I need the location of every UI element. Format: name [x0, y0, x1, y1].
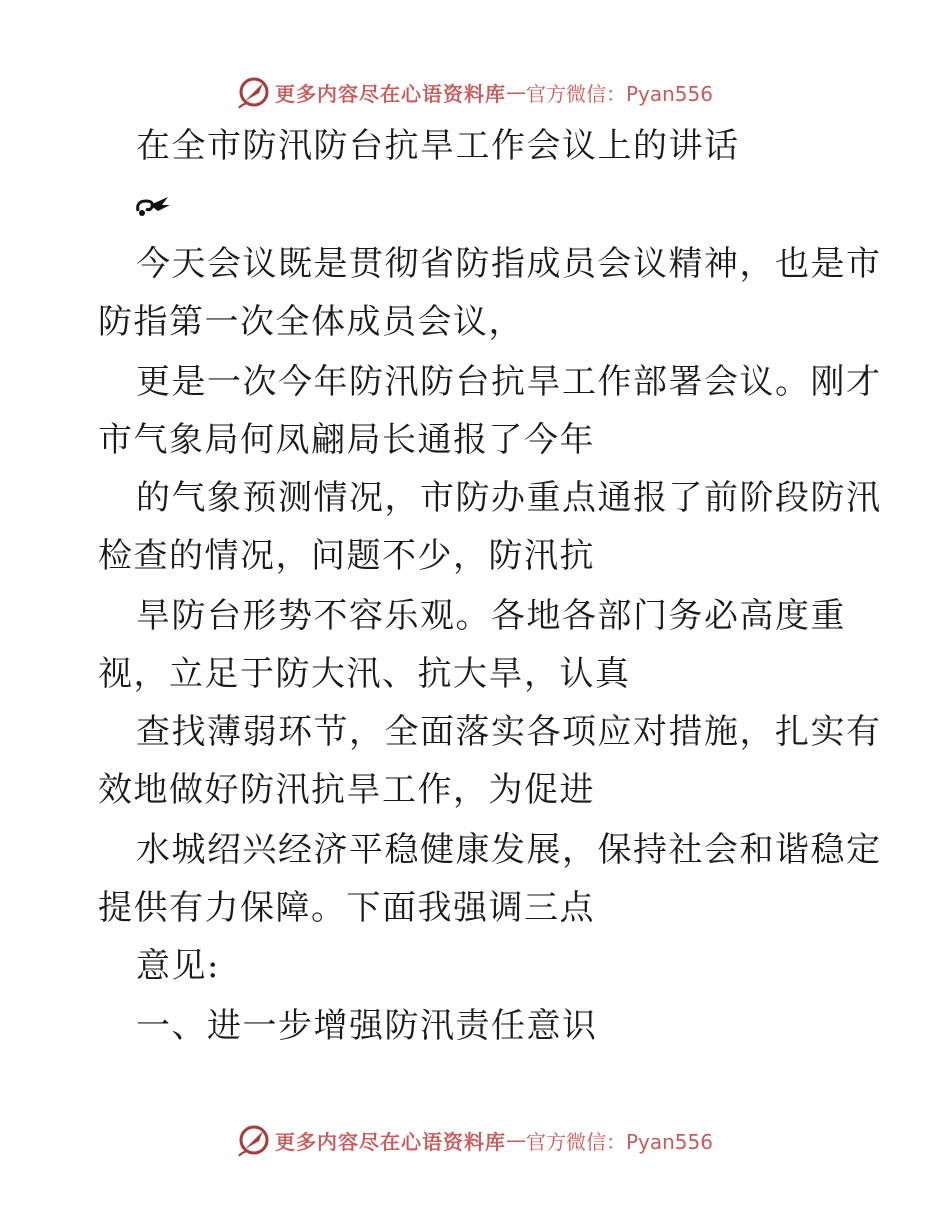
banner-text: 更多内容尽在心语资料库	[274, 81, 506, 106]
section-heading: 一、进一步增强防汛责任意识	[136, 1006, 598, 1046]
header-watermark-banner	[0, 72, 950, 112]
footer-watermark-banner	[0, 1120, 950, 1160]
body-line: 检查的情况，问题不少，防汛抗	[98, 536, 595, 576]
body-line: 市气象局何凤翩局长通报了今年	[98, 420, 595, 460]
body-line: 提供有力保障。下面我强调三点	[98, 888, 595, 928]
quill-logo-icon	[237, 75, 271, 109]
swirl-ornament-icon	[134, 191, 172, 219]
body-line: 今天会议既是贯彻省防指成员会议精神，也是市	[136, 244, 882, 284]
body-line: 水城绍兴经济平稳健康发展，保持社会和谐稳定	[136, 830, 882, 870]
body-line: 查找薄弱环节，全面落实各项应对措施，扎实有	[136, 712, 882, 752]
banner-wechat: 官方微信：Pyan556	[525, 1129, 713, 1154]
banner-wechat: 官方微信：Pyan556	[525, 81, 713, 106]
page-title: 在全市防汛防台抗旱工作会议上的讲话	[136, 126, 740, 166]
body-line: 的气象预测情况，市防办重点通报了前阶段防汛	[136, 478, 882, 518]
body-line: 旱防台形势不容乐观。各地各部门务必高度重	[136, 596, 846, 636]
banner-text: 更多内容尽在心语资料库	[274, 1129, 506, 1154]
body-line: 视，立足于防大汛、抗大旱，认真	[98, 654, 631, 694]
body-line: 更是一次今年防汛防台抗旱工作部署会议。刚才	[136, 362, 882, 402]
banner-separator: —	[505, 1128, 526, 1152]
body-line: 效地做好防汛抗旱工作，为促进	[98, 770, 595, 810]
quill-logo-icon	[237, 1123, 271, 1157]
body-line: 意见:	[136, 946, 220, 986]
banner-separator: —	[505, 80, 526, 104]
body-line: 防指第一次全体成员会议，	[98, 302, 524, 342]
